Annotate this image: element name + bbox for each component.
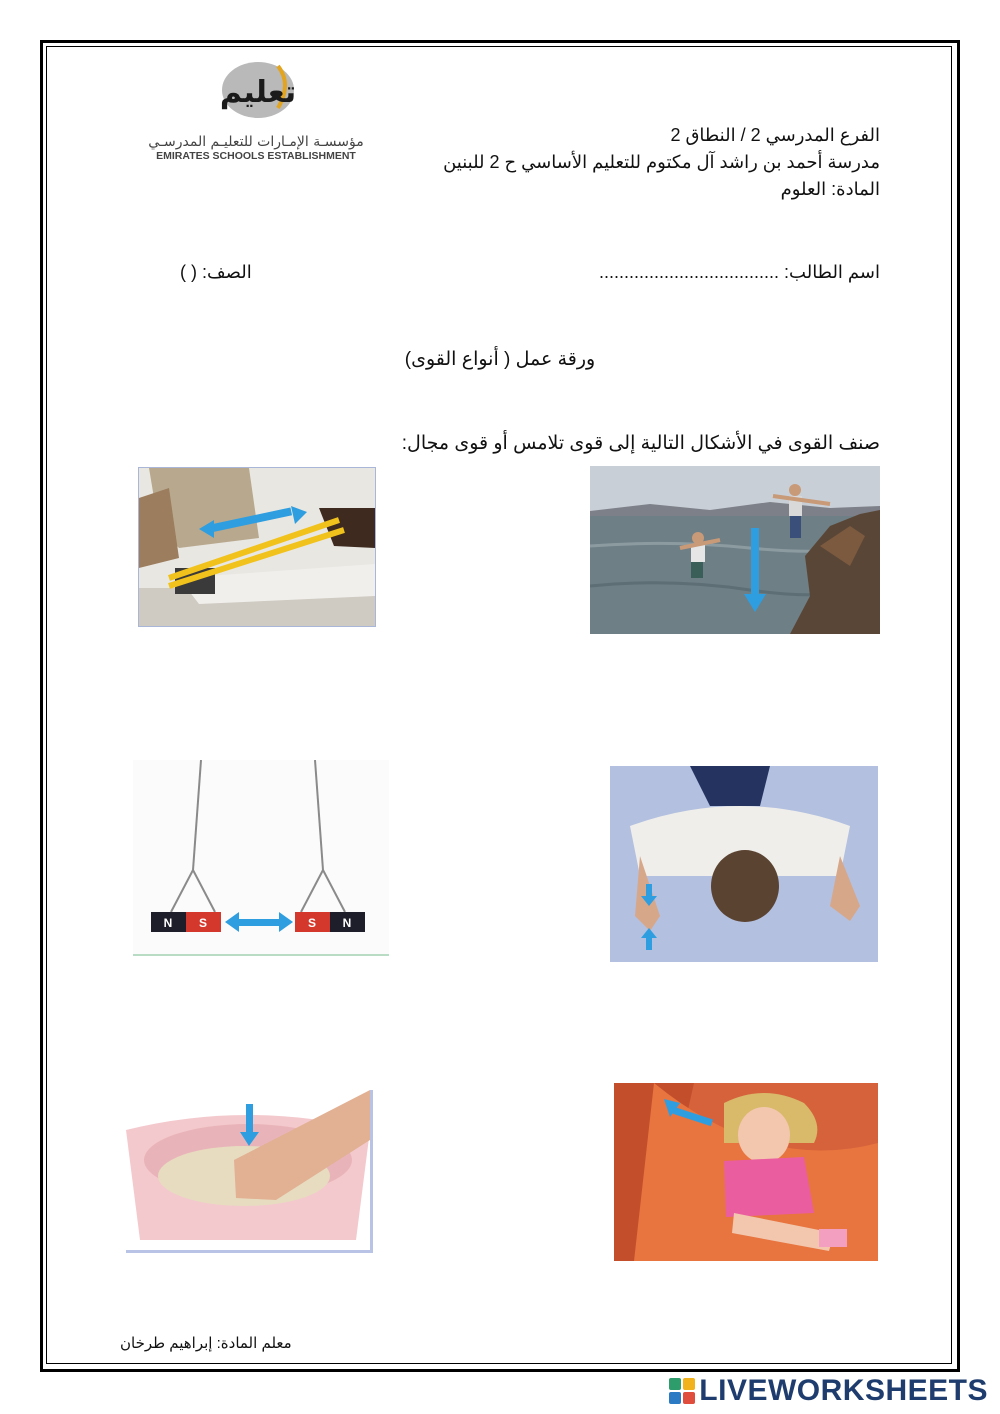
school-logo bbox=[130, 58, 382, 168]
liveworksheets-brand[interactable] bbox=[669, 1374, 988, 1408]
logo-english-org: EMIRATES SCHOOLS ESTABLISHMENT bbox=[156, 150, 356, 162]
instruction-text: صنف القوى في الأشكال التالية إلى قوى تلامس أو قوى مجال: bbox=[401, 433, 880, 454]
branch-line: الفرع المدرسي 2 / النطاق 2 bbox=[670, 125, 880, 145]
logo-brand-text: تعليم bbox=[219, 75, 297, 110]
school-line: مدرسة أحمد بن راشد آل مكتوم للتعليم الأساسي ح 2 للبنين bbox=[443, 152, 880, 172]
teacher-name: معلم المادة: إبراهيم طرخان bbox=[120, 1335, 292, 1352]
hanging-magnets-photo bbox=[133, 760, 389, 956]
resistance-band-photo bbox=[138, 467, 376, 627]
slide-girl-photo bbox=[614, 1083, 878, 1261]
magnet-left-s: S bbox=[198, 916, 208, 930]
student-name-field[interactable]: اسم الطالب: .................................... bbox=[599, 262, 880, 282]
class-field[interactable]: الصف: ( ) bbox=[180, 262, 252, 282]
liveworksheets-logo-icon bbox=[669, 1378, 695, 1404]
magnet-right-s: S bbox=[307, 916, 317, 930]
subject-line: المادة: العلوم bbox=[780, 179, 880, 199]
brand-text: LIVEWORKSHEETS bbox=[699, 1374, 988, 1407]
dough-kneading-photo bbox=[126, 1090, 373, 1253]
magnet-left-n: N bbox=[163, 916, 173, 930]
logo-arabic-org: مؤسسـة الإمـارات للتعليـم المدرسـي bbox=[148, 134, 364, 150]
magnet-right-n: N bbox=[342, 916, 352, 930]
push-up-photo bbox=[610, 766, 878, 962]
school-header bbox=[443, 122, 880, 203]
worksheet-title: ورقة عمل ( أنواع القوى) bbox=[404, 349, 596, 370]
cliff-jump-photo bbox=[590, 466, 880, 634]
